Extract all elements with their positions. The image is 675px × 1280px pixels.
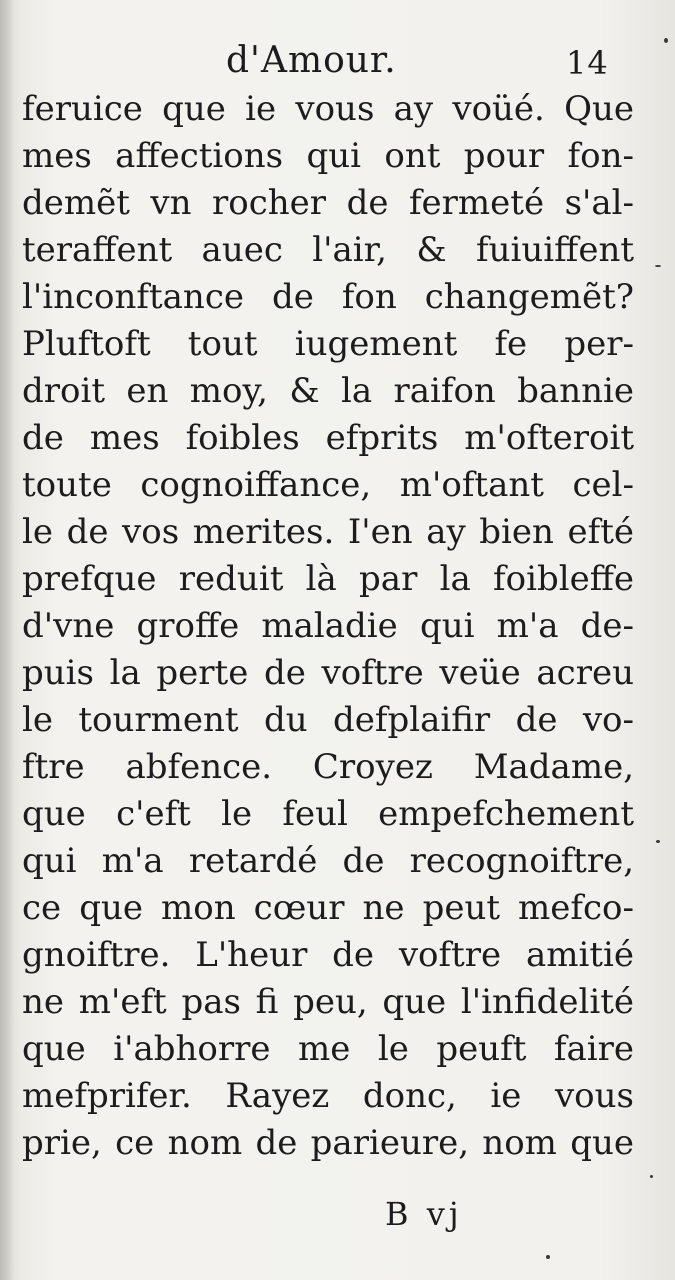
text-line: l'inconftance de fon changemẽt? xyxy=(22,277,634,317)
text-line: d'vne groffe maladie qui m'a de- xyxy=(22,606,634,646)
text-line: ce que mon cœur ne peut mefco- xyxy=(22,888,634,928)
text-line: toute cognoiffance, m'oftant cel- xyxy=(22,465,634,505)
text-line: ftre abfence. Croyez Madame, xyxy=(22,747,634,787)
ink-speck xyxy=(650,1175,653,1178)
text-line: le tourment du defplaifir de vo- xyxy=(22,700,634,740)
ink-speck xyxy=(655,265,661,267)
text-line: mes affections qui ont pour fon- xyxy=(22,136,634,176)
signature-mark: B vj xyxy=(385,1195,463,1233)
running-title: d'Amour. xyxy=(226,40,397,81)
text-line: mefprifer. Rayez donc, ie vous xyxy=(22,1076,634,1116)
gutter-shadow xyxy=(0,0,14,1280)
text-line: demẽt vn rocher de fermeté s'al- xyxy=(22,183,634,223)
ink-speck xyxy=(656,840,660,843)
text-line: que c'eft le feul empefchement xyxy=(22,794,634,834)
text-line: prie, ce nom de parieure, nom que xyxy=(22,1123,634,1163)
text-line: puis la perte de voftre veüe acreu xyxy=(22,653,634,693)
text-line: Pluftoft tout iugement fe per- xyxy=(22,324,634,364)
text-line: que i'abhorre me le peuft faire xyxy=(22,1029,634,1069)
text-line: de mes foibles efprits m'ofteroit xyxy=(22,418,634,458)
text-line: teraffent auec l'air, & fuiuiffent xyxy=(22,230,634,270)
text-line: le de vos merites. I'en ay bien efté xyxy=(22,512,634,552)
ink-speck xyxy=(546,1255,550,1259)
ink-speck xyxy=(664,38,668,43)
text-line: ne m'eft pas fi peu, que l'infidelité xyxy=(22,982,634,1022)
body-text xyxy=(22,86,634,1167)
text-line: qui m'a retardé de recognoiftre, xyxy=(22,841,634,881)
page-number: 14 xyxy=(566,44,609,82)
text-line: prefque reduit là par la foibleffe xyxy=(22,559,634,599)
text-line: feruice que ie vous ay voüé. Que xyxy=(22,89,634,129)
text-line: droit en moy, & la raifon bannie xyxy=(22,371,634,411)
text-line: gnoiftre. L'heur de voftre amitié xyxy=(22,935,634,975)
